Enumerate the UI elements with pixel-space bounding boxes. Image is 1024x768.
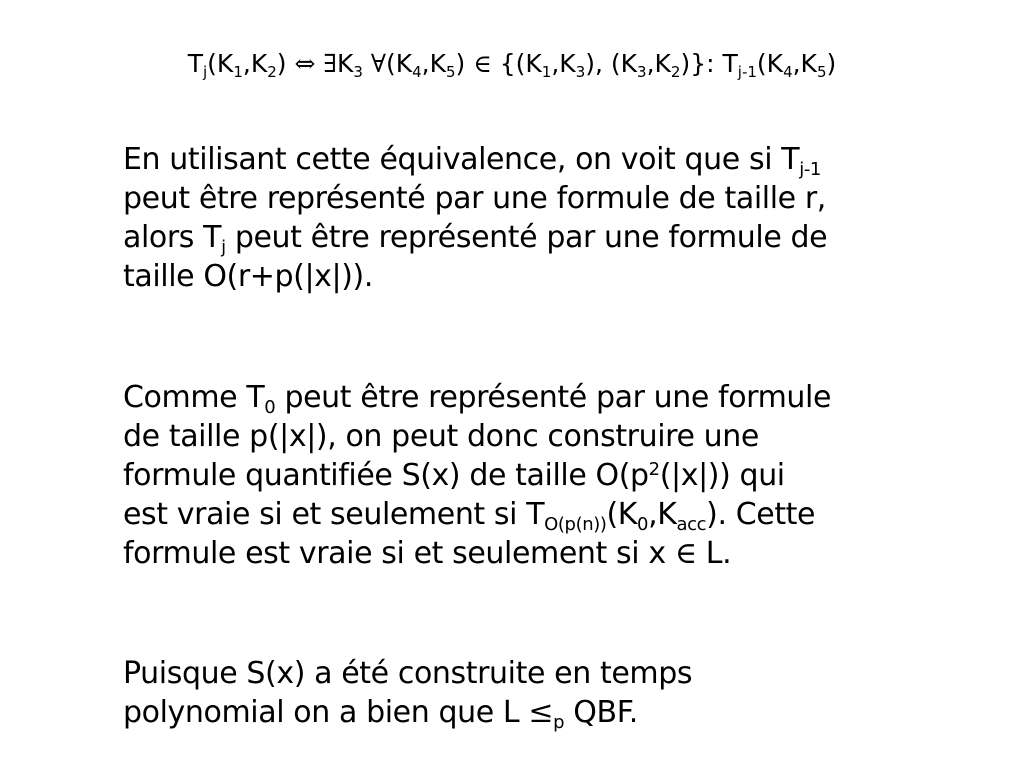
- title-text: ,K: [421, 49, 446, 78]
- title-text: ), (K: [585, 49, 638, 78]
- line-text: L.: [696, 536, 732, 571]
- line-text: (K: [606, 497, 638, 532]
- title-subscript: 5: [446, 62, 456, 81]
- title-subscript: 3: [637, 62, 647, 81]
- title-text: ,K: [792, 49, 817, 78]
- iff-symbol: ⇔: [294, 49, 316, 78]
- paragraph-line: peut être représenté par une formule de taille r,: [123, 181, 826, 216]
- title-subscript: j-1: [737, 62, 757, 81]
- title-text: T: [187, 49, 203, 78]
- paragraph-line: [123, 218, 993, 257]
- line-text: (|x|)) qui: [659, 458, 785, 493]
- title-text: ,K: [551, 49, 576, 78]
- line-text: alors T: [123, 220, 222, 255]
- title-text: (K: [385, 49, 413, 78]
- line-text: peut être représenté par une formule de: [225, 220, 828, 255]
- title-text: ,K: [646, 49, 671, 78]
- superscript: 2: [648, 459, 660, 481]
- title-subscript: 2: [267, 62, 277, 81]
- subscript: 0: [637, 513, 649, 535]
- paragraph-line: [123, 495, 993, 534]
- paragraph-conclusion: [123, 654, 993, 732]
- title-subscript: 1: [541, 62, 552, 81]
- title-subscript: 3: [353, 62, 363, 81]
- title-subscript: 1: [233, 62, 243, 81]
- subscript: acc: [676, 513, 707, 535]
- paragraph-construction: [123, 378, 993, 573]
- paragraph-line: taille O(r+p(|x|)).: [123, 259, 373, 294]
- paragraph-line: [123, 378, 993, 417]
- less-equal-symbol: ≤: [528, 695, 554, 730]
- title-text: ): [826, 49, 837, 78]
- subscript: p: [553, 711, 565, 733]
- line-text: ,K: [648, 497, 677, 532]
- exists-symbol: ∃: [323, 49, 337, 78]
- paragraph-line: [123, 456, 993, 495]
- line-text: polynomial on a bien que L: [123, 695, 529, 730]
- title-text: (K: [756, 49, 784, 78]
- forall-symbol: ∀: [370, 49, 386, 78]
- paragraph-line: [123, 693, 993, 732]
- title-text: ): [276, 49, 287, 78]
- subscript: O(p(n)): [544, 513, 607, 535]
- element-of-symbol: ∈: [674, 536, 697, 571]
- paragraph-line: de taille p(|x|), on peut donc construire une: [123, 419, 759, 454]
- title-subscript: 3: [575, 62, 586, 81]
- subscript: j-1: [799, 158, 821, 180]
- title-text: )}: T: [680, 49, 738, 78]
- line-text: formule quantifiée S(x) de taille O(p: [123, 458, 649, 493]
- subscript: j: [221, 236, 226, 258]
- element-of-symbol: ∈: [473, 49, 492, 78]
- line-text: QBF.: [564, 695, 638, 730]
- line-text: ). Cette: [706, 497, 816, 532]
- line-text: formule est vraie si et seulement si x: [123, 536, 675, 571]
- paragraph-line: [123, 140, 993, 179]
- title-subscript: 5: [816, 62, 827, 81]
- title-subscript: 4: [412, 62, 422, 81]
- subscript: 0: [264, 396, 276, 418]
- title-subscript: 4: [783, 62, 793, 81]
- line-text: En utilisant cette équivalence, on voit que si T: [123, 142, 800, 177]
- line-text: peut être représenté par une formule: [275, 380, 832, 415]
- slide-title-formula: [0, 48, 1024, 80]
- line-text: est vraie si et seulement si T: [123, 497, 545, 532]
- title-subscript: j: [203, 62, 208, 81]
- title-subscript: 2: [670, 62, 681, 81]
- title-text: ,K: [242, 49, 268, 78]
- title-text: {(K: [499, 49, 542, 78]
- title-text: (K: [207, 49, 234, 78]
- title-text: ): [455, 49, 466, 78]
- paragraph-line: Puisque S(x) a été construite en temps: [123, 656, 693, 691]
- paragraph-equivalence: [123, 140, 993, 296]
- title-text: K: [336, 49, 354, 78]
- line-text: Comme T: [123, 380, 265, 415]
- paragraph-line: [123, 534, 993, 573]
